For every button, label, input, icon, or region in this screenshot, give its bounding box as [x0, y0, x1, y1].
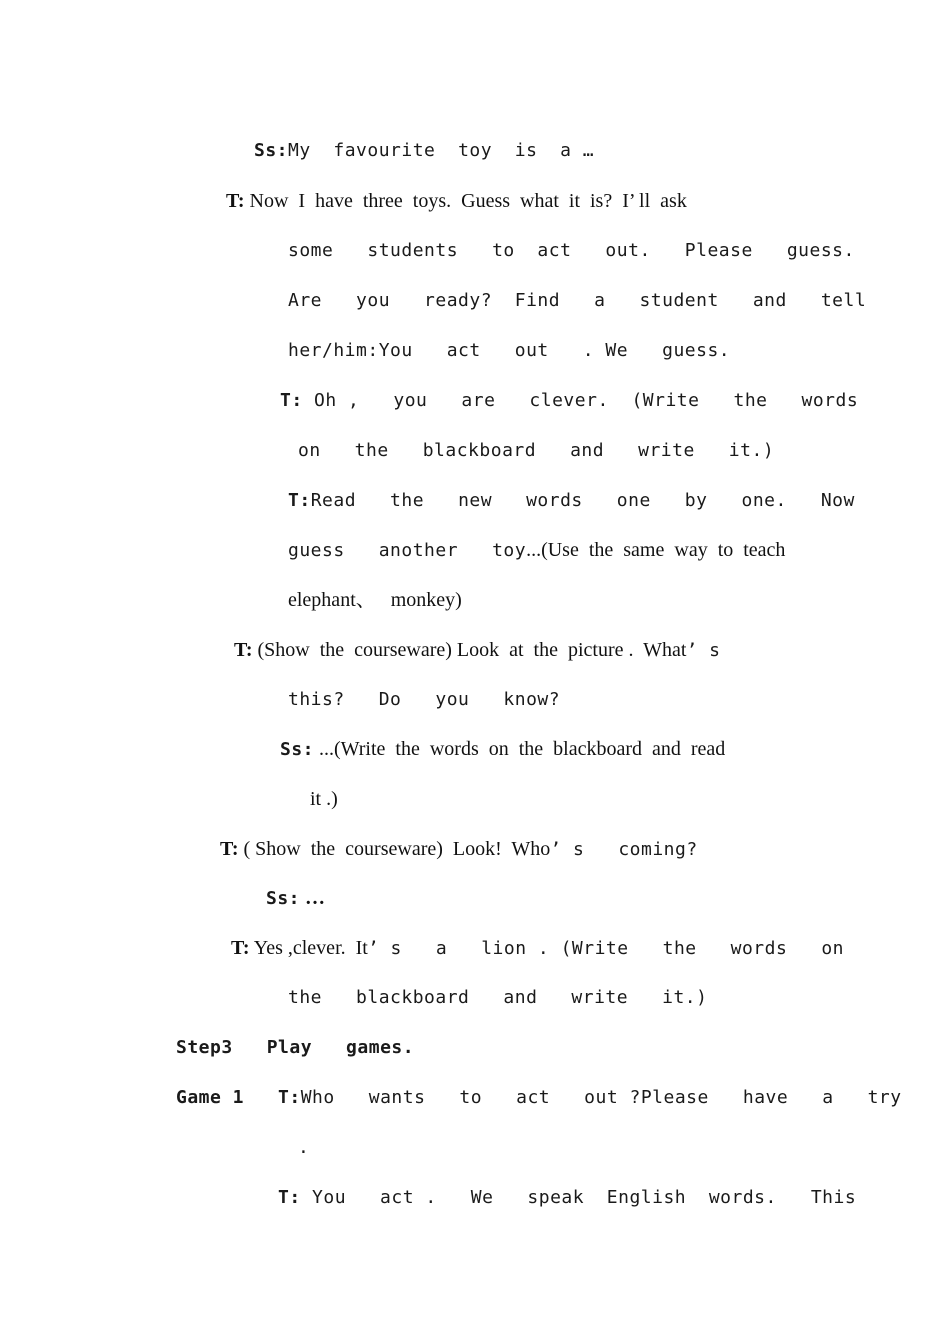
line-guess-another-toy — [288, 537, 785, 564]
line-text: Are you ready? Find a student and tell — [288, 290, 867, 311]
line-text: ’ s — [686, 640, 721, 661]
line-text: My favourite toy is a … — [288, 140, 595, 161]
speaker-label: T: — [226, 190, 245, 212]
line-text: on the blackboard and write it.) — [298, 440, 775, 461]
line-text: it .) — [310, 788, 338, 810]
line-text: … — [300, 887, 326, 909]
line-t-three-toys — [226, 188, 806, 214]
speaker-label: Ss: — [280, 739, 315, 760]
line-text: Who wants to act out ?Please have a try — [300, 1087, 902, 1108]
speaker-label: Game 1 T: — [176, 1087, 301, 1108]
line-are-you-ready — [288, 288, 866, 314]
line-t-whos-coming — [220, 836, 698, 863]
line-text: guess another toy — [288, 540, 527, 561]
line-text: You act . We speak English words. This — [300, 1187, 857, 1208]
line-text: Now I have three toys. Guess what it is? I’ ll ask — [249, 190, 687, 212]
line-text: ( Show the courseware) Look! Who — [238, 838, 551, 860]
line-text: (Show the courseware) Look at the picture . What — [252, 639, 687, 661]
line-text: her/him:You act out . We guess. — [288, 340, 731, 361]
line-t-you-act — [278, 1185, 856, 1211]
line-text: Oh , you are clever. (Write the words — [302, 390, 859, 411]
line-it-close — [310, 786, 338, 812]
speaker-label: Ss: — [266, 888, 301, 909]
line-elephant-monkey — [288, 587, 462, 613]
line-text: this? Do you know? — [288, 689, 561, 710]
line-text: . — [298, 1137, 310, 1158]
line-text: some students to act out. Please guess. — [288, 240, 855, 261]
line-on-the-blackboard — [298, 438, 774, 464]
line-game1-who-wants — [176, 1085, 902, 1111]
line-t-read-new-words — [288, 488, 855, 514]
line-text: ...(Write the words on the blackboard and read — [314, 738, 726, 760]
speaker-label: T: — [288, 490, 311, 511]
line-ss-write-words — [280, 736, 725, 763]
line-text: ...(Use the same way to teach — [526, 539, 786, 561]
line-text: Yes ,clever. It — [249, 937, 368, 959]
line-this-do-you-know — [288, 687, 560, 713]
speaker-label: T: — [220, 838, 239, 860]
line-period — [298, 1135, 309, 1161]
line-some-students — [288, 238, 855, 264]
speaker-label: T: — [234, 639, 253, 661]
line-text: elephant、 monkey) — [288, 589, 462, 611]
line-text: ’ s a lion . (Write the words on — [367, 938, 844, 959]
step3-heading — [176, 1035, 414, 1061]
speaker-label: T: — [280, 390, 303, 411]
speaker-label: Ss: — [254, 140, 289, 161]
line-text: Read the new words one by one. Now — [310, 490, 855, 511]
line-t-its-a-lion — [231, 935, 844, 962]
line-t-oh-clever — [280, 388, 858, 414]
speaker-label: T: — [231, 937, 250, 959]
line-ss-ellipsis — [266, 885, 325, 912]
line-ss-favourite-toy — [254, 138, 594, 164]
line-text: the blackboard and write it.) — [288, 987, 708, 1008]
line-her-him — [288, 338, 730, 364]
speaker-label: T: — [278, 1187, 301, 1208]
heading-text: Step3 Play games. — [176, 1037, 415, 1058]
line-the-blackboard-write — [288, 985, 707, 1011]
line-text: ’ s coming? — [550, 839, 698, 860]
line-t-show-courseware-picture — [234, 637, 720, 664]
